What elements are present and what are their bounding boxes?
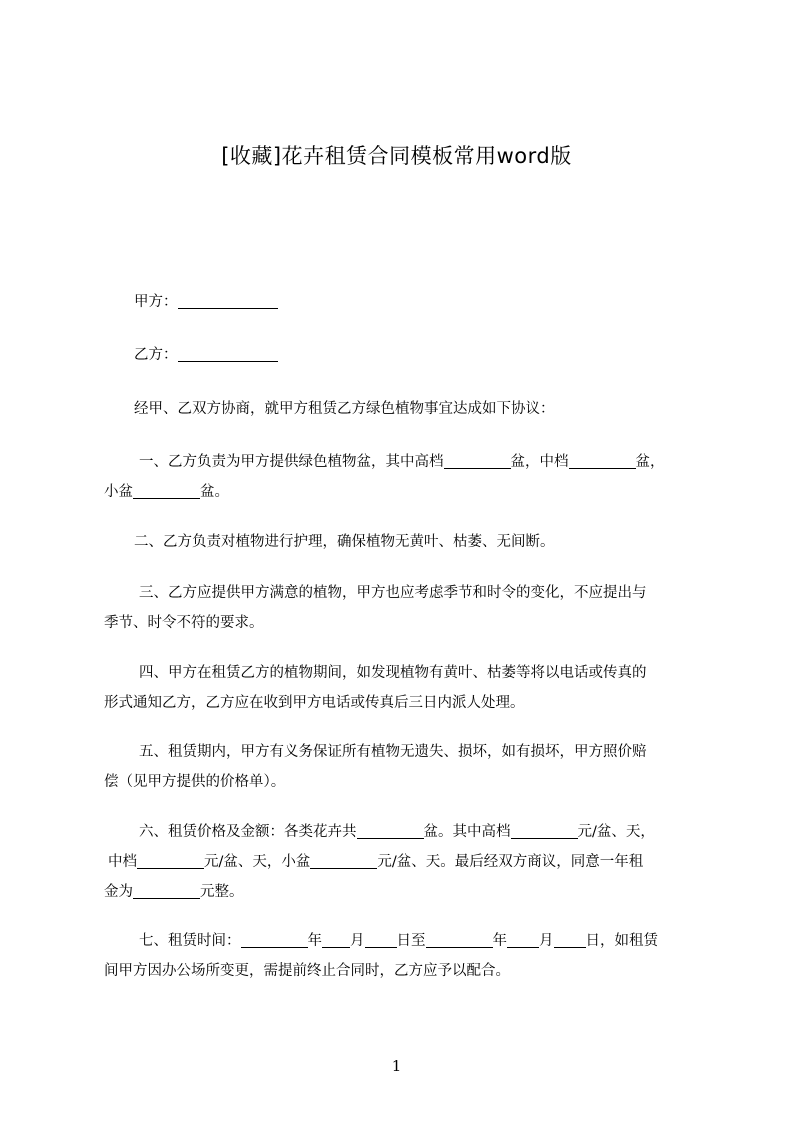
clause-3 <box>104 578 709 638</box>
clause-4 <box>104 658 709 718</box>
clause-7-blank-5 <box>507 931 539 948</box>
party-b-blank <box>178 345 278 362</box>
clause-6-text-a: 六、租赁价格及金额：各类花卉共 <box>139 824 357 840</box>
clause-6-text-e: 元/盆、天，小盆 <box>204 854 311 870</box>
party-a-label: 甲方： <box>134 294 178 310</box>
clause-1-blank-1 <box>444 452 511 469</box>
clause-6-text-d: 中档 <box>108 854 137 870</box>
clause-7-text-h: 间甲方因办公场所变更，需提前终止合同时，乙方应予以配合。 <box>104 963 510 979</box>
clause-7-blank-6 <box>554 931 586 948</box>
clause-6-text-b: 盆。其中高档 <box>423 824 511 840</box>
clause-7-text-g: 日，如租赁 <box>585 933 658 949</box>
clause-3-line-1: 三、乙方应提供甲方满意的植物，甲方也应考虑季节和时令的变化，不应提出与 <box>139 585 647 601</box>
clause-6-blank-2 <box>511 822 578 839</box>
clause-1-text-d: 小盆 <box>104 484 133 500</box>
clause-7-blank-3 <box>365 931 397 948</box>
clause-7-text-a: 七、租赁时间： <box>139 933 241 949</box>
clause-7-blank-1 <box>241 931 308 948</box>
clause-6-text-f: 元/盆、天。最后经双方商议，同意一年租 <box>377 854 644 870</box>
clause-6-blank-5 <box>133 882 200 899</box>
clause-6-text-g: 金为 <box>104 884 133 900</box>
clause-7-blank-2 <box>322 931 350 948</box>
clause-3-line-2: 季节、时令不符的要求。 <box>104 615 264 631</box>
clause-1-text-e: 盆。 <box>200 484 229 500</box>
clause-6 <box>104 817 709 907</box>
clause-6-blank-1 <box>357 822 424 839</box>
page-number: 1 <box>391 1057 402 1075</box>
party-b-line <box>104 340 709 370</box>
intro-paragraph <box>104 394 709 424</box>
clause-6-blank-3 <box>137 852 204 869</box>
clause-1-text-c: 盆， <box>635 454 665 470</box>
clause-4-line-1: 四、甲方在租赁乙方的植物期间，如发现植物有黄叶、枯萎等将以电话或传真的 <box>139 665 647 681</box>
clause-1-text-b: 盆，中档 <box>510 454 569 470</box>
clause-1-blank-2 <box>569 452 636 469</box>
party-b-label: 乙方： <box>134 347 178 363</box>
clause-1 <box>104 447 709 507</box>
clause-5-line-1: 五、租赁期内，甲方有义务保证所有植物无遗失、损坏，如有损坏，甲方照价赔 <box>139 744 647 760</box>
clause-7-text-d: 日至 <box>396 933 426 949</box>
clause-6-blank-4 <box>310 852 377 869</box>
clause-4-line-2: 形式通知乙方，乙方应在收到甲方电话或传真后三日内派人处理。 <box>104 695 525 711</box>
clause-5-line-2: 偿（见甲方提供的价格单）。 <box>104 774 286 790</box>
clause-1-blank-3 <box>133 482 200 499</box>
clause-7-text-f: 月 <box>539 933 554 949</box>
clause-2-text: 二、乙方负责对植物进行护理，确保植物无黄叶、枯萎、无间断。 <box>134 534 555 550</box>
clause-7-text-e: 年 <box>492 933 507 949</box>
document-title: [收藏]花卉租赁合同模板常用word版 <box>221 144 572 168</box>
clause-7 <box>104 926 709 986</box>
clause-6-text-h: 元整。 <box>200 884 244 900</box>
clause-7-text-c: 月 <box>350 933 365 949</box>
clause-2 <box>104 527 709 557</box>
clause-6-text-c: 元/盆、天， <box>577 824 655 840</box>
clause-7-text-b: 年 <box>307 933 322 949</box>
clause-5 <box>104 737 709 797</box>
party-a-line <box>104 287 709 317</box>
party-a-blank <box>178 292 278 309</box>
intro-text: 经甲、乙双方协商，就甲方租赁乙方绿色植物事宜达成如下协议： <box>134 401 555 417</box>
clause-1-text-a: 一、乙方负责为甲方提供绿色植物盆，其中高档 <box>139 454 444 470</box>
clause-7-blank-4 <box>426 931 493 948</box>
